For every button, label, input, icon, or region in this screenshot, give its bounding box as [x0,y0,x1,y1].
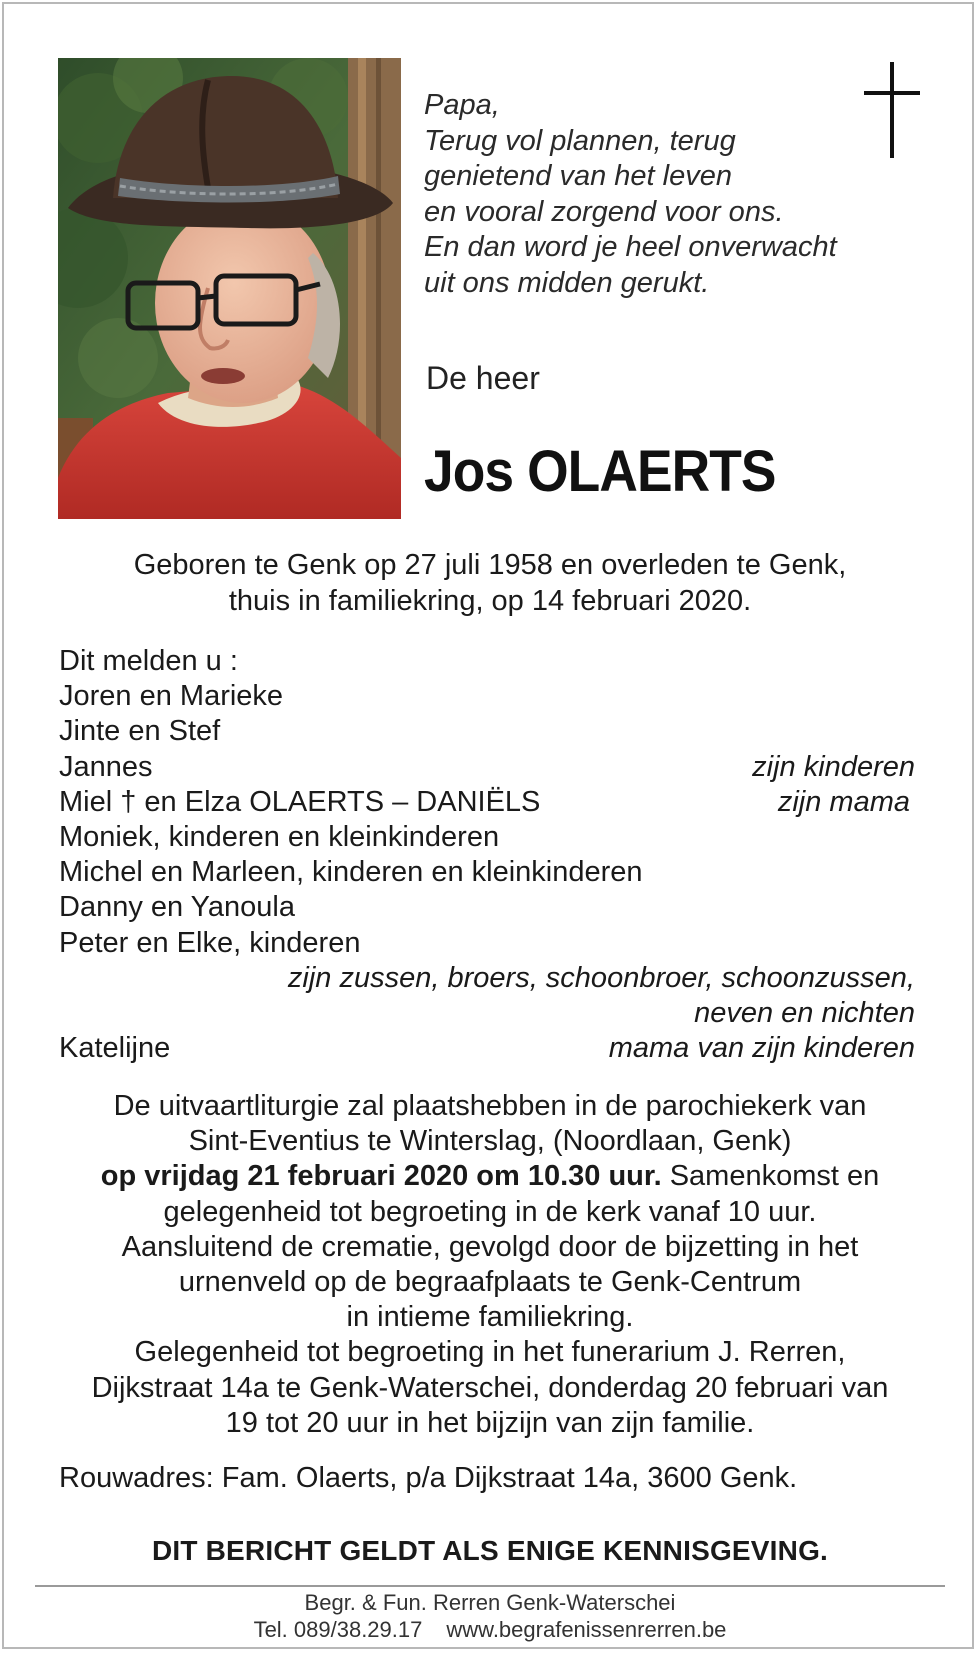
family-row [59,679,915,714]
poem-line: genietend van het leven [424,160,732,192]
deceased-name: Jos OLAERTS [424,439,776,504]
family-member: Jinte en Stef [59,715,221,748]
family-relation: zijn zussen, broers, schoonbroer, schoonzussen, [287,961,915,994]
family-relation: zijn kinderen [752,750,915,783]
family-row [59,785,915,820]
family-member: Moniek, kinderen en kleinkinderen [59,820,500,853]
family-member: Joren en Marieke [59,680,284,713]
family-row [59,1031,915,1066]
poem-line: Papa, [424,89,500,121]
service-line: Gelegenheid tot begroeting in het funerarium J. Rerren, [134,1336,846,1369]
family-row [59,926,915,961]
family-relation: mama van zijn kinderen [608,1032,915,1065]
birth-death-text [40,548,940,619]
family-row [59,820,915,855]
family-relation: zijn mama [777,785,910,818]
notice-text: DIT BERICHT GELDT ALS ENIGE KENNISGEVING. [151,1535,829,1566]
footer-divider [35,1585,945,1587]
birth-death-line: Geboren te Genk op 27 juli 1958 en overleden te Genk, [133,549,847,581]
poem [424,88,864,301]
family-row [59,714,915,749]
footer-telephone: Tel. 089/38.29.17 [253,1617,423,1642]
service-line: Dijkstraat 14a te Genk-Waterschei, donderdag 20 februari van [91,1371,889,1404]
service-line: 19 tot 20 uur in het bijzijn van zijn familie. [225,1406,755,1439]
family-member: Michel en Marleen, kinderen en kleinkinderen [59,856,643,889]
service-line: gelegenheid tot begroeting in de kerk vanaf 10 uur. [163,1195,817,1228]
poem-line: Terug vol plannen, terug [424,124,736,157]
poem-line: En dan word je heel onverwacht [424,231,837,263]
poem-line: uit ons midden gerukt. [424,266,710,299]
family-member: Dit melden u : [59,645,238,677]
family-row [59,996,915,1031]
family-member: Danny en Yanoula [59,891,295,924]
family-member: Jannes [59,750,153,783]
family-list [59,644,915,1066]
service-line-rest: Samenkomst en [661,1160,880,1193]
mourning-address: Rouwadres: Fam. Olaerts, p/a Dijkstraat 14a, 3600 Genk. [59,1462,798,1494]
family-relation: neven en nichten [694,996,915,1029]
family-member: Miel † en Elza OLAERTS – DANIËLS [59,785,541,818]
family-row [59,855,915,890]
birth-death-line: thuis in familiekring, op 14 februari 2020. [228,584,752,617]
service-date: op vrijdag 21 februari 2020 om 10.30 uur. [100,1160,662,1193]
family-row [59,644,915,679]
cross-icon [864,62,920,163]
family-row [59,961,915,996]
service-line: Sint-Eventius te Winterslag, (Noordlaan, Genk) [188,1125,792,1158]
salutation: De heer [426,360,540,396]
portrait-photo [58,58,401,519]
service-line: De uitvaartliturgie zal plaatshebben in de parochiekerk van [113,1090,867,1122]
family-member: Katelijne [59,1032,171,1065]
family-row [59,890,915,925]
poem-line: en vooral zorgend voor ons. [424,195,784,228]
service-info [40,1089,940,1441]
service-line: Aansluitend de crematie, gevolgd door de bijzetting in het [121,1230,859,1263]
footer-website: www.begrafenissenrerren.be [446,1617,727,1642]
footer-company: Begr. & Fun. Rerren Genk-Waterschei [304,1590,676,1615]
service-line: urnenveld op de begraafplaats te Genk-Centrum [178,1266,802,1299]
family-row [59,750,915,785]
footer [40,1589,940,1643]
service-line [40,1159,940,1194]
family-member: Peter en Elke, kinderen [59,926,361,959]
service-line: in intieme familiekring. [346,1301,634,1334]
footer-contact [40,1616,940,1643]
